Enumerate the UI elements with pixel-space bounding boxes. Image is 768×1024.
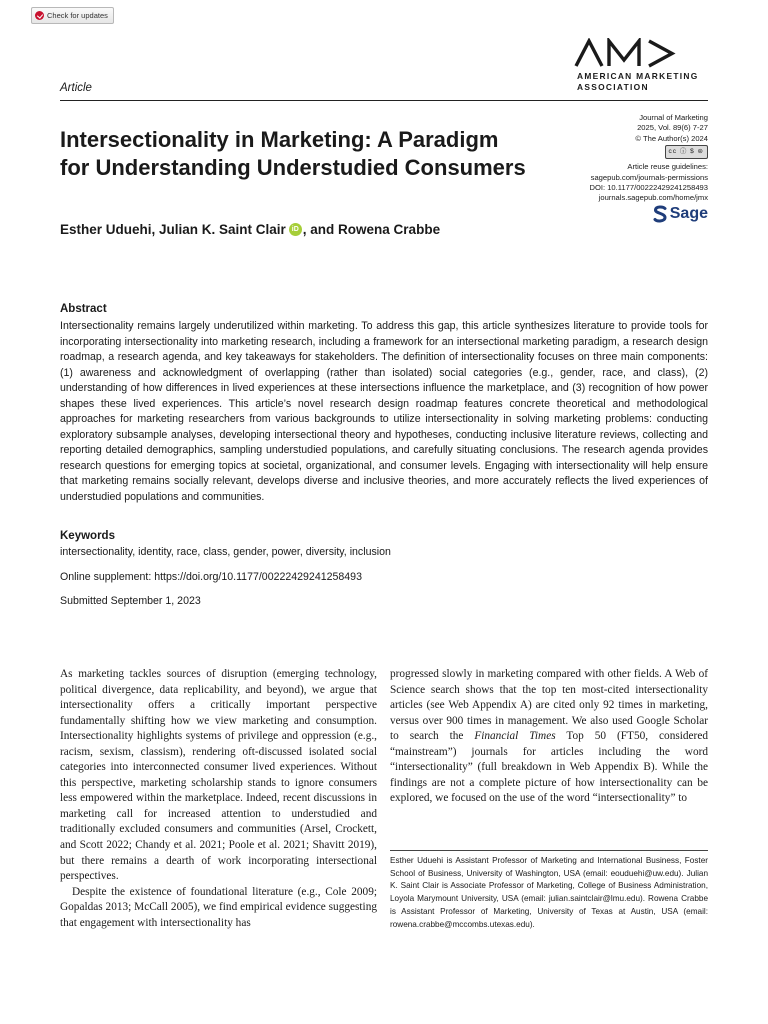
body-column-right [390, 667, 708, 807]
journal-name: Journal of Marketing [639, 113, 708, 122]
body-right-text-b: Top 50 (FT50, considered “mainstream”) journals for articles including the word “intersectionality” (full breakdown in Web Appendix B). While the findings are not a complete picture of how intersectionality can be explored, we focused on the use of the word “intersectionality” to [390, 730, 708, 805]
author-footnote: Esther Uduehi is Assistant Professor of Marketing and International Business, Foster School of Business, University of Washington, USA (email: eouduehi@uw.edu). Julian K. Saint Clair is Associate Professor of Marketing, College of Business Administration, Loyola Marymount University, USA (email: julian.saintclair@lmu.edu). Rowena Crabbe is Assistant Professor of Marketing, University of Texas at Austin, USA (email: rowena.crabbe@mccombs.utexas.edu). [390, 856, 708, 929]
journal-volume: 2025, Vol. 89(6) 7-27 [637, 123, 708, 133]
submitted-date: Submitted September 1, 2023 [60, 595, 201, 607]
reuse-link[interactable]: sagepub.com/journals-permissions [590, 172, 708, 182]
cc-license-icon[interactable]: cc ⓘ $ ⊜ [665, 145, 708, 159]
online-supplement-link[interactable]: Online supplement: https://doi.org/10.1177/00222429241258493 [60, 571, 362, 583]
reuse-label: Article reuse guidelines: [627, 162, 708, 172]
body-column-left [60, 667, 377, 931]
article-type-label: Article [60, 82, 92, 94]
keywords-heading: Keywords [60, 530, 115, 542]
article-title [60, 126, 580, 182]
ama-name-line2: ASSOCIATION [577, 81, 649, 92]
authors-part1: Esther Uduehi, Julian K. Saint Clair [60, 222, 286, 237]
ama-name-line1: AMERICAN MARKETING [577, 71, 699, 81]
body-paragraph-1: As marketing tackles sources of disruption (emerging technology, political divergence, data replicability, and beyond), we argue that intersectionality offers a critically important perspective fundamentally shifting how we view marketing and consumption. Intersectionality highlights systems of privilege and oppression (e.g., racism, sexism, classism), rendering oft-discussed isolated social categories into interconnected consumer lived experiences. Without this perspective, marketing scholarship stands to ignore consumers less empowered within the marketplace. Indeed, recent discussions in marketing call for increased attention to understudied and traditionally excluded consumers and communities (Arsel, Crockett, and Scott 2022; Chandy et al. 2021; Poole et al. 2021; Shavitt 2019), but there remains a dearth of work incorporating intersectional perspectives. [60, 668, 377, 883]
authors-part2: , and Rowena Crabbe [302, 222, 441, 237]
title-line1: Intersectionality in Marketing: A Paradigm [60, 127, 499, 152]
footnote-rule [390, 850, 708, 851]
journal-meta [589, 113, 708, 204]
author-list [60, 222, 440, 237]
body-paragraph-2: Despite the existence of foundational literature (e.g., Cole 2009; Gopaldas 2013; McCall 2005), we find empirical evidence suggesting that engagement with intersectionality has [60, 885, 377, 929]
title-line2: for Understanding Understudied Consumers [60, 155, 526, 180]
abstract-text: Intersectionality remains largely underutilized within marketing. To address this gap, this article synthesizes literature to provide tools for incorporating intersectionality into marketing research, including a framework for an intersectional marketing paradigm, a research design roadmap, a research agenda, and key takeaways for stakeholders. The definition of intersectionality focuses on three main components: (1) awareness and acknowledgment of overlapping (rather than isolated) social categories (e.g., gender, race, and class), (2) understanding of how differences in lived experiences at these intersections influence the marketplace, and (3) recognition of how power shapes these lived experiences. This article’s novel research design roadmap features concrete theoretical and methodological approaches for marketing researchers from various backgrounds to utilize intersectionality in solving marketing problems: conducting exploratory subsample analyses, developing intersectional theory and hypotheses, conducting inclusive literature reviews, collecting and reporting detailed demographics, sampling understudied populations, and carefully situating conclusions. The research agenda provides research questions for emerging topics at societal, organizational, and consumer levels. Engaging with intersectionality will help ensure that marketing remains socially relevant, develops diverse and inclusive theories, and more accurately reflects the lived experiences of understudied populations and communities. [60, 320, 708, 503]
abstract-heading: Abstract [60, 303, 107, 315]
ama-logo-mark [573, 38, 693, 68]
check-for-updates-button[interactable] [31, 7, 114, 24]
header-rule [60, 100, 708, 101]
ama-name [577, 71, 699, 92]
journal-copyright: © The Author(s) 2024 [635, 133, 708, 143]
keywords-text: intersectionality, identity, race, class, gender, power, diversity, inclusion [60, 546, 391, 558]
journal-homepage-link[interactable]: journals.sagepub.com/home/jmx [598, 193, 708, 203]
sage-logo [653, 205, 708, 223]
body-right-italic: Financial Times [474, 730, 556, 743]
check-updates-icon [35, 11, 44, 20]
sage-s-icon [653, 205, 667, 223]
doi-link[interactable]: DOI: 10.1177/00222429241258493 [589, 183, 708, 193]
orcid-icon[interactable]: iD [289, 223, 302, 236]
check-for-updates-label: Check for updates [47, 11, 108, 20]
body-right-text-a: progressed slowly in marketing compared with other fields. A Web of Science search shows that the top ten most-cited intersectionality articles (see Web Appendix A) are cited only 92 times in marketing, versus over 900 times in management. We also used Google Scholar to search the [390, 668, 708, 743]
sage-name: Sage [669, 205, 708, 222]
